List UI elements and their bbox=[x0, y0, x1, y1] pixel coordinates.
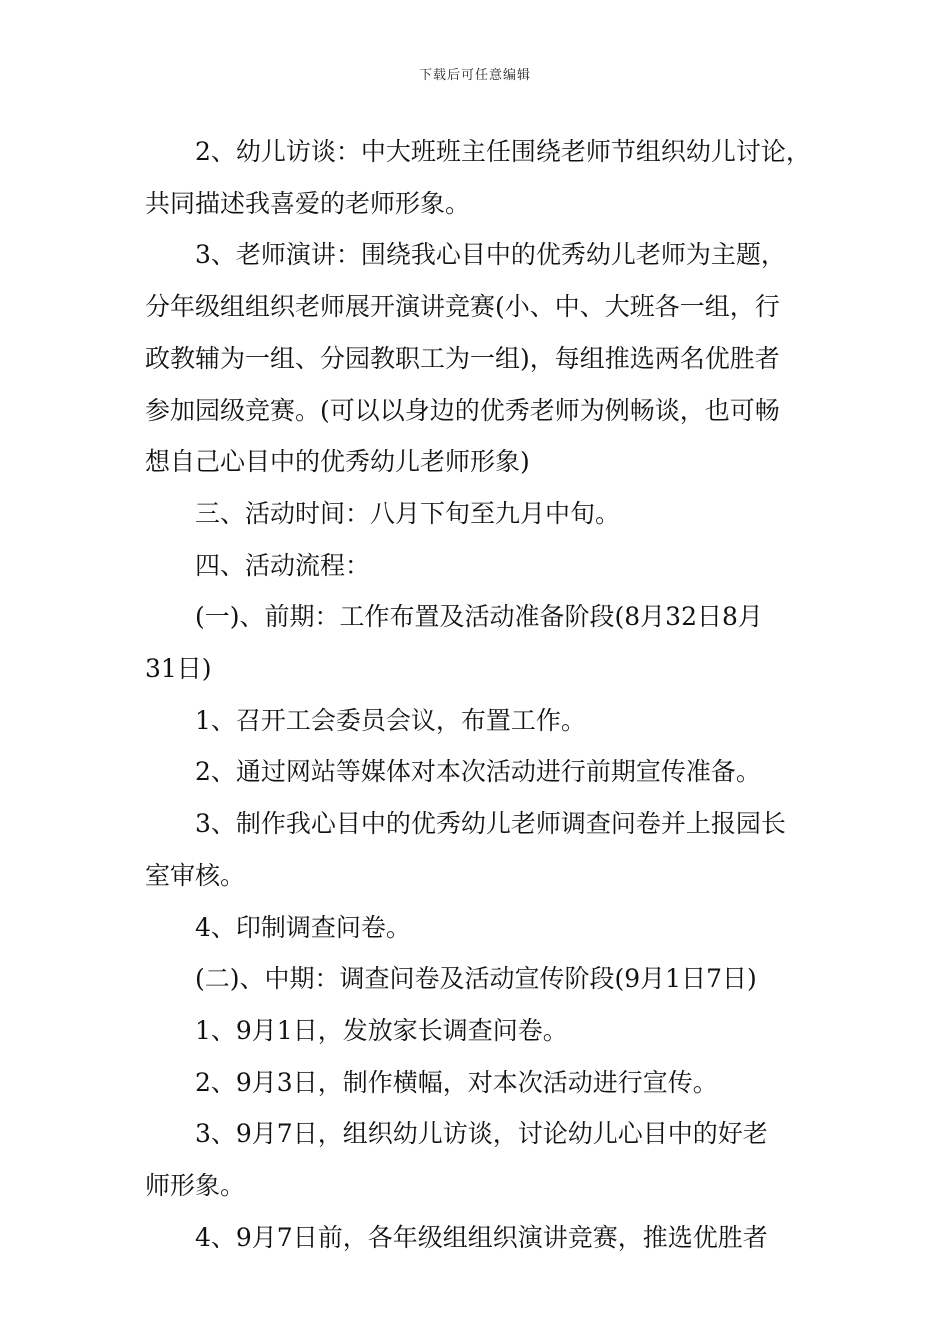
text-line: 1、召开工会委员会议，布置工作。 bbox=[195, 705, 586, 735]
text-line: 2、9月3日，制作横幅，对本次活动进行宣传。 bbox=[195, 1067, 718, 1097]
text-line: 2、通过网站等媒体对本次活动进行前期宣传准备。 bbox=[195, 757, 761, 787]
text-line: 4、9月7日前，各年级组组织演讲竞赛，推选优胜者 bbox=[195, 1222, 768, 1252]
text-line: 1、9月1日，发放家长调查问卷。 bbox=[195, 1015, 568, 1045]
text-line: 参加园级竞赛。(可以以身边的优秀老师为例畅谈，也可畅 bbox=[145, 395, 780, 425]
page-header: 下载后可任意编辑 bbox=[418, 68, 531, 83]
text-line: 3、9月7日，组织幼儿访谈，讨论幼儿心目中的好老 bbox=[195, 1119, 768, 1149]
text-line: 室审核。 bbox=[145, 860, 246, 890]
text-line: 师形象。 bbox=[145, 1171, 246, 1201]
text-line: 3、制作我心目中的优秀幼儿老师调查问卷并上报园长 bbox=[195, 809, 786, 839]
text-line: 2、幼儿访谈：中大班班主任围绕老师节组织幼儿讨论， bbox=[195, 137, 811, 166]
text-line: 政教辅为一组、分园教职工为一组)，每组推选两名优胜者 bbox=[145, 343, 780, 373]
text-line: 4、印制调查问卷。 bbox=[195, 912, 411, 942]
text-line: 分年级组组织老师展开演讲竞赛(小、中、大班各一组，行 bbox=[145, 292, 780, 322]
text-line: (一)、前期：工作布置及活动准备阶段(8月32日8月 bbox=[195, 602, 763, 632]
text-line: 想自己心目中的优秀幼儿老师形象) bbox=[145, 447, 530, 477]
text-line: 四、活动流程： bbox=[195, 550, 371, 580]
text-line: 共同描述我喜爱的老师形象。 bbox=[145, 188, 471, 218]
text-line: 三、活动时间：八月下旬至九月中旬。 bbox=[195, 498, 621, 528]
document-body bbox=[145, 126, 810, 1263]
text-line: 31日) bbox=[145, 654, 212, 684]
text-line: (二)、中期：调查问卷及活动宣传阶段(9月1日7日) bbox=[195, 964, 757, 994]
text-line: 3、老师演讲：围绕我心目中的优秀幼儿老师为主题， bbox=[195, 240, 786, 270]
